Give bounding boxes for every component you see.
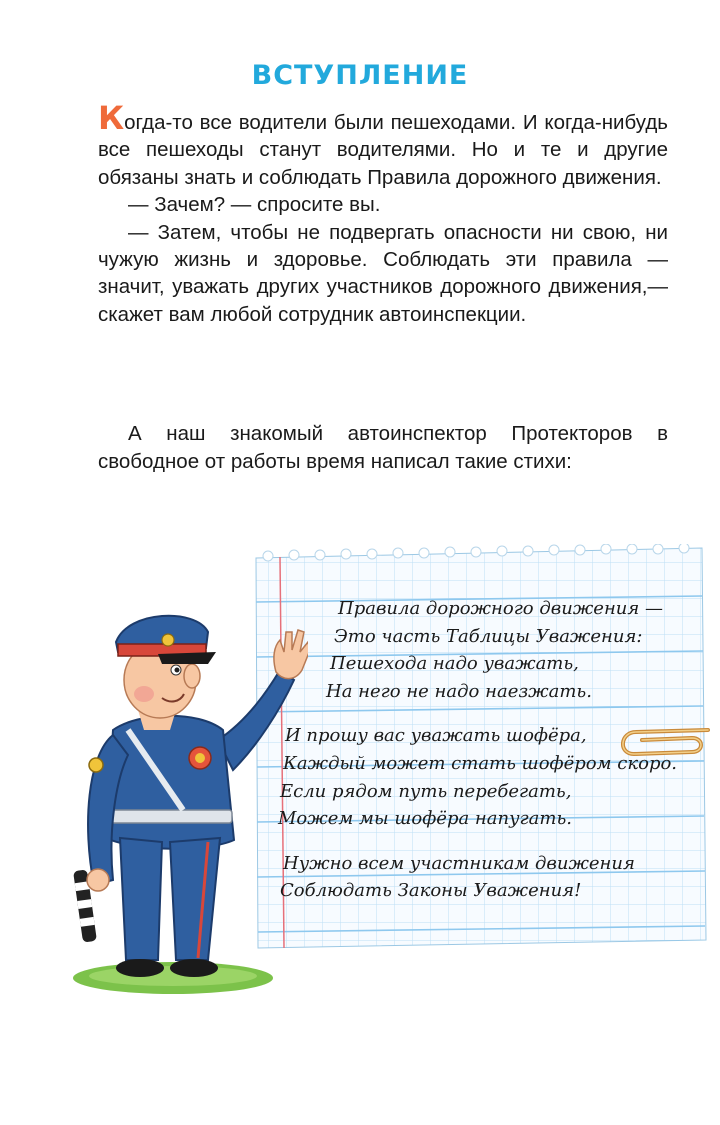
- poem-line: На него не надо наезжать.: [326, 680, 592, 702]
- intro-paragraph-2: — Зачем? — спросите вы.: [128, 193, 381, 217]
- poem-line: Это часть Таблицы Уважения:: [334, 625, 643, 647]
- outro-paragraph: А наш знакомый автоинспектор Протекторов в свободное от работы время написал такие стихи:: [98, 422, 668, 473]
- outro-text: [98, 420, 668, 476]
- poem-line: Нужно всем участникам движения: [283, 852, 635, 874]
- poem-line: Если рядом путь перебегать,: [280, 780, 572, 802]
- poem-line: И прошу вас уважать шофёра,: [285, 725, 587, 747]
- poem-line: Соблюдать Законы Уважения!: [280, 880, 582, 902]
- poem-stanza: [258, 595, 698, 705]
- intro-paragraph-1: Когда-то все водители были пешеходами. И когда-нибудь все пешеходы станут водителями. Но и те и другие обязаны знать и соблюдать Правила дорожного движения.: [98, 99, 668, 189]
- page-title: ВСТУПЛЕНИЕ: [251, 60, 469, 91]
- intro-text: [98, 99, 668, 328]
- traffic-inspector-illustration: [58, 580, 308, 995]
- intro-paragraph-3: — Затем, чтобы не подвергать опасности ни свою, ни чужую жизнь и здоровье. Соблюдать эти правила — значит, уважать других участников дорожного движения,— скажет вам любой сотрудник автоинспекции.: [98, 220, 668, 326]
- poem-line: Правила дорожного движения —: [338, 598, 664, 619]
- poem-line: Пешехода надо уважать,: [330, 653, 579, 675]
- poem: [258, 595, 698, 922]
- poem-line: Можем мы шофёра напугать.: [278, 808, 572, 830]
- poem-line: Каждый может стать шофёром скоро.: [283, 752, 678, 774]
- drop-cap: К: [98, 99, 125, 137]
- poem-stanza: [258, 722, 698, 832]
- poem-stanza: [258, 850, 698, 905]
